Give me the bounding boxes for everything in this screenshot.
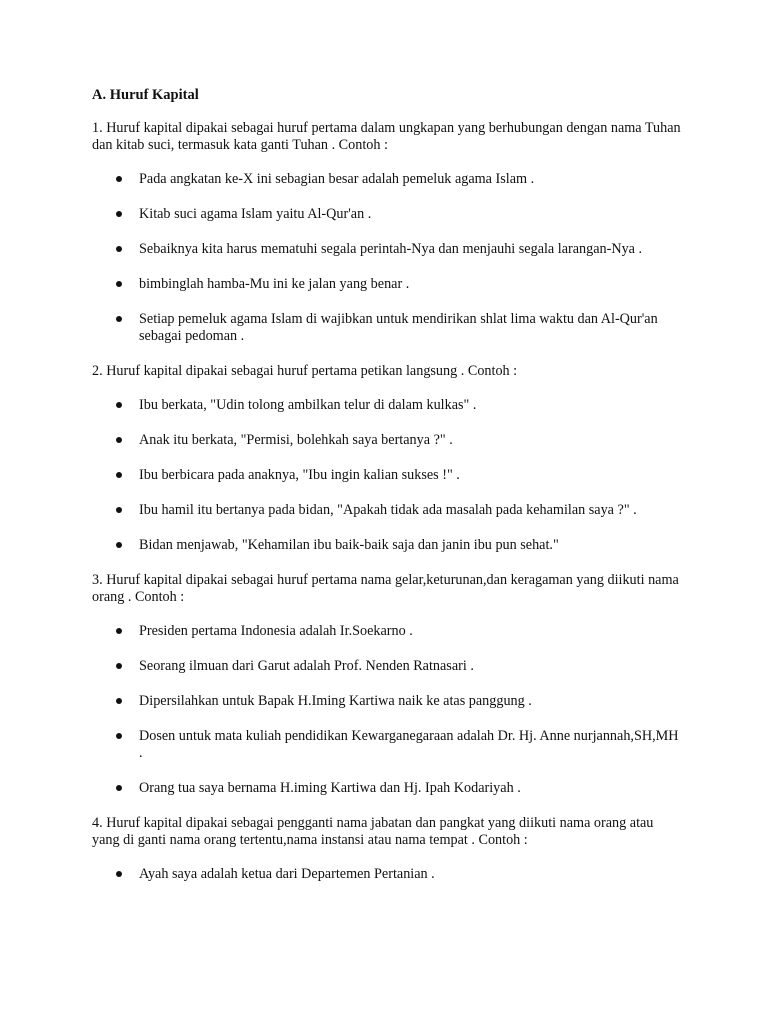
- example-item: Dipersilahkan untuk Bapak H.Iming Kartiwa naik ke atas panggung .: [92, 693, 682, 710]
- rule-intro: 2. Huruf kapital dipakai sebagai huruf pertama petikan langsung . Contoh :: [92, 363, 518, 379]
- example-item: Anak itu berkata, "Permisi, bolehkah saya bertanya ?" .: [92, 432, 682, 449]
- example-item: Pada angkatan ke-X ini sebagian besar adalah pemeluk agama Islam .: [92, 171, 682, 188]
- example-item: Setiap pemeluk agama Islam di wajibkan untuk mendirikan shlat lima waktu dan Al-Qur'an sebagai pedoman .: [92, 311, 682, 345]
- example-item: Ibu hamil itu bertanya pada bidan, "Apakah tidak ada masalah pada kehamilan saya ?" .: [92, 502, 682, 519]
- rule-intro: 4. Huruf kapital dipakai sebagai pengganti nama jabatan dan pangkat yang diikuti nama orang atau yang di ganti nama orang tertentu,nama instansi atau nama tempat . Contoh :: [92, 815, 654, 848]
- example-item: Kitab suci agama Islam yaitu Al-Qur'an .: [92, 206, 682, 223]
- example-item: Ibu berbicara pada anaknya, "Ibu ingin kalian sukses !" .: [92, 467, 682, 484]
- rule-section-3: [92, 572, 682, 797]
- example-item: Seorang ilmuan dari Garut adalah Prof. Nenden Ratnasari .: [92, 658, 682, 675]
- example-list: [92, 866, 682, 883]
- example-item: Sebaiknya kita harus mematuhi segala perintah-Nya dan menjauhi segala larangan-Nya .: [92, 241, 682, 258]
- rule-section-2: [92, 363, 682, 554]
- example-item: bimbinglah hamba-Mu ini ke jalan yang benar .: [92, 276, 682, 293]
- example-list: [92, 171, 682, 345]
- rule-section-4: [92, 815, 682, 883]
- rule-intro: 1. Huruf kapital dipakai sebagai huruf pertama dalam ungkapan yang berhubungan dengan nama Tuhan dan kitab suci, termasuk kata ganti Tuhan . Contoh :: [92, 120, 681, 153]
- example-list: [92, 623, 682, 797]
- document-page: [92, 87, 682, 901]
- example-item: Presiden pertama Indonesia adalah Ir.Soekarno .: [92, 623, 682, 640]
- example-item: Ayah saya adalah ketua dari Departemen Pertanian .: [92, 866, 682, 883]
- example-list: [92, 397, 682, 554]
- example-item: Dosen untuk mata kuliah pendidikan Kewarganegaraan adalah Dr. Hj. Anne nurjannah,SH,MH .: [92, 728, 682, 762]
- rule-intro: 3. Huruf kapital dipakai sebagai huruf pertama nama gelar,keturunan,dan keragaman yang diikuti nama orang . Contoh :: [92, 572, 679, 605]
- rule-section-1: [92, 120, 682, 345]
- example-item: Orang tua saya bernama H.iming Kartiwa dan Hj. Ipah Kodariyah .: [92, 780, 682, 797]
- example-item: Ibu berkata, "Udin tolong ambilkan telur di dalam kulkas" .: [92, 397, 682, 414]
- section-heading: A. Huruf Kapital: [92, 87, 199, 103]
- example-item: Bidan menjawab, "Kehamilan ibu baik-baik saja dan janin ibu pun sehat.": [92, 537, 682, 554]
